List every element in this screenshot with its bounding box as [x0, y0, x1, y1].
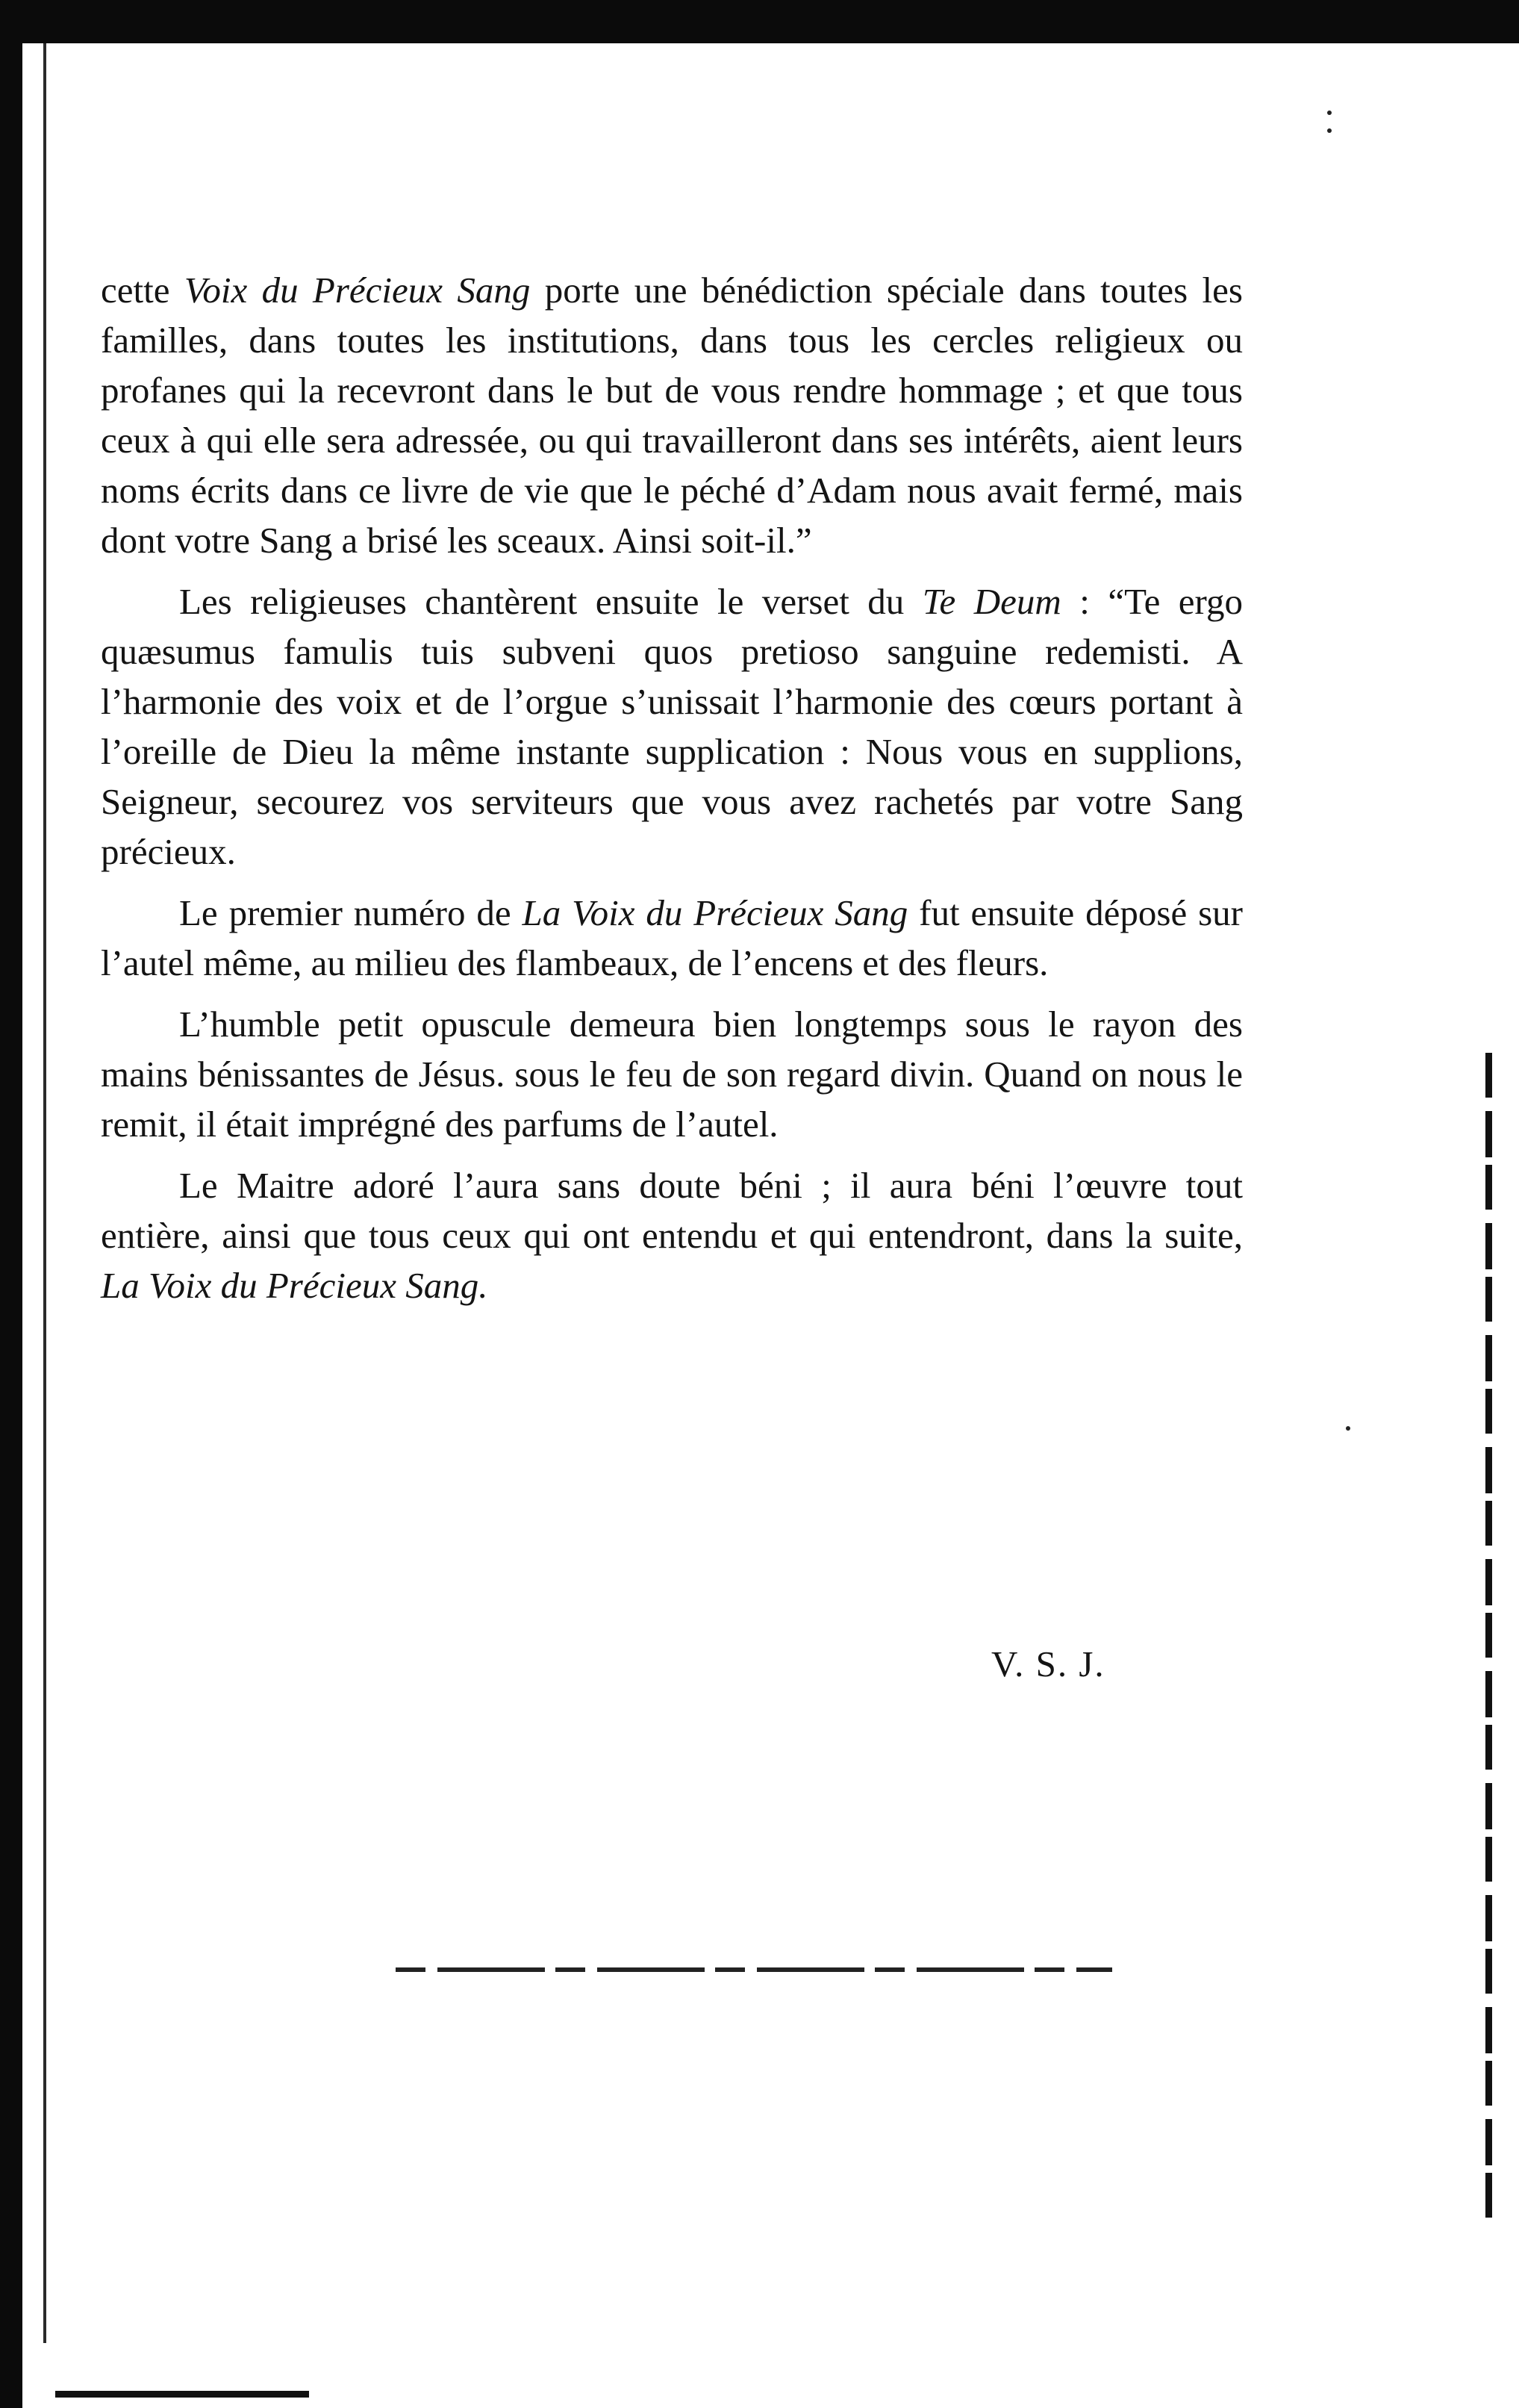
paragraph-2	[101, 576, 1243, 877]
text-span: L’humble petit opuscule demeura bien longtemps sous le rayon des mains bénissantes de Jésus. sous le feu de son regard divin. Quand on nous le remit, il était imprégné des parfums de l’autel.	[101, 1004, 1243, 1145]
ink-speck	[1346, 1426, 1350, 1431]
paragraph-1	[101, 265, 1243, 565]
paragraph-3	[101, 888, 1243, 988]
italic-title-span: La Voix du Précieux Sang.	[101, 1265, 488, 1306]
text-span: : “Te ergo quæsumus famulis tuis subveni quos pretioso sanguine redemisti. A l’harmonie des voix et de l’orgue s’unissait l’harmonie des cœurs portant à l’oreille de Dieu la même instante supplication : Nous vous en supplions, Seigneur, secourez vos serviteurs que vous avez rachetés par votre Sang précieux.	[101, 581, 1243, 872]
italic-title-span: Voix du Précieux Sang	[184, 270, 531, 311]
signature: V. S. J.	[991, 1643, 1105, 1684]
left-page-fold-line	[43, 43, 46, 2343]
left-black-border	[0, 0, 22, 2408]
text-span: Le Maitre adoré l’aura sans doute béni ; il aura béni l’œuvre tout entière, ainsi que tous ceux qui ont entendu et qui entendront, dans la suite,	[101, 1165, 1243, 1256]
right-scan-edge	[1485, 1053, 1492, 2218]
text-span: porte une bénédiction spéciale dans toutes les familles, dans toutes les institutions, dans tous les cercles religieux ou profanes qui la recevront dans le but de vous rendre hommage ; et que tous ceux à qui elle sera adressée, ou qui travailleront dans ses intérêts, aient leurs noms écrits dans ce livre de vie que le péché d’Adam nous avait fermé, mais dont votre Sang a brisé les sceaux. Ainsi soit-il.”	[101, 270, 1243, 561]
bottom-black-mark	[55, 2391, 309, 2398]
text-span: Le premier numéro de	[179, 892, 523, 933]
text-span: fut ensuite déposé sur l’autel même, au milieu des flambeaux, de l’encens et des fleurs.	[101, 892, 1243, 983]
ink-speck	[1327, 128, 1332, 133]
paragraph-4	[101, 999, 1243, 1149]
text-span: Les religieuses chantèrent ensuite le verset du	[179, 581, 923, 622]
bottom-dashed-rule	[396, 1967, 1112, 1972]
italic-title-span: Te Deum	[922, 581, 1061, 622]
italic-title-span: La Voix du Précieux Sang	[522, 892, 908, 933]
ink-speck	[1327, 111, 1332, 115]
text-span: cette	[101, 270, 184, 311]
top-black-border	[0, 0, 1519, 43]
body-text	[101, 265, 1243, 1322]
paragraph-5	[101, 1160, 1243, 1310]
